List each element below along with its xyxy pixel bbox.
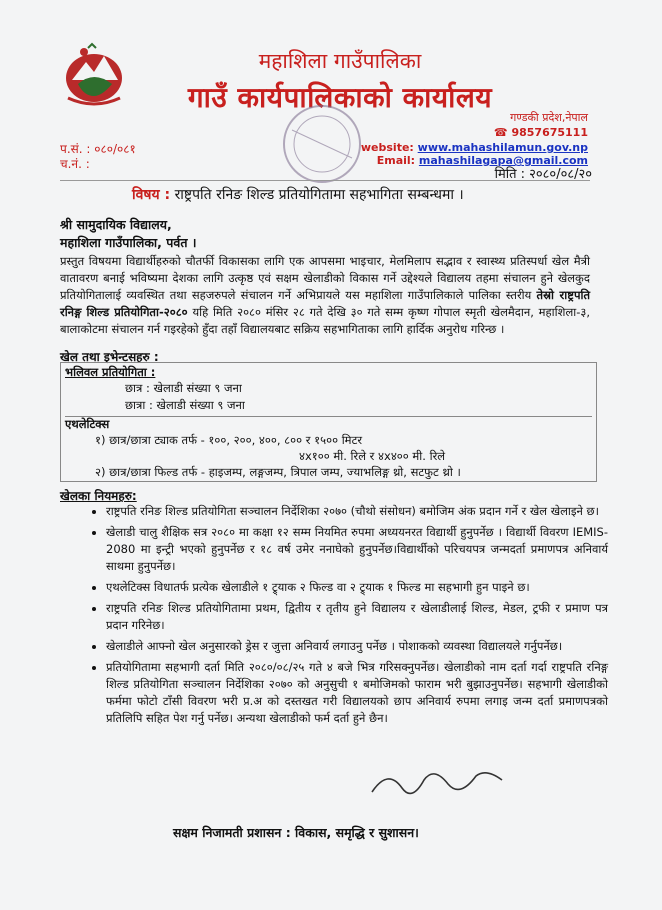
email-link[interactable]: mahashilagapa@gmail.com (418, 154, 588, 167)
rule-item: • प्रतियोगितामा सहभागी दर्ता मिति २०८०/०८/२५ गते ४ बजे भित्र गरिसक्नुपर्नेछ। खेलाडीको नाम दर्ता गर्दा राष्ट्रपति रनिङ्ग शिल्ड प्रतियोगिता सञ्चालन निर्देशिका २०७० को अनुसुची १ बमोजिमको फाराम भरी बुझाउनुपर्नेछ। सहभागी खेलाडीको फर्ममा फोटो टाँसी विवरण भरी प्र.अ को दस्तखत गरी विद्यालयको छाप अनिवार्य रुपमा लगाइ जन्म दर्ता प्रमाणपत्रको प्रतिलिपि सहित पेश गर्नु पर्नेछ। अन्यथा खेलाडीको फर्म दर्ता हुने छैन। (106, 659, 608, 727)
body-text-part1: प्रस्तुत विषयमा विद्यार्थीहरुको चौतर्फी विकासका लागि एक आपसमा भाइचार, मेलमिलाप सद्भाव र स्वास्थ्य प्रतिस्पर्धा खेल मैत्री वातावरण बनाई भविष्यमा देशका लागि उत्कृष्ठ एवं सक्षम खेलाडीको विकास गर्ने उद्देश्यले विद्यालय तहमा संचालन हुने खेलकुद प्रतियोगितालाई व्यवस्थित तथा सहजरुपले संचालन गर्ने अभिप्रायले यस महाशिला गाउँपालिकाले पालिका स्तरीय (60, 254, 590, 302)
addressee-line-1: श्री सामुदायिक विद्यालय, (60, 217, 172, 232)
events-box (60, 362, 597, 482)
phone-line (494, 126, 588, 139)
subject-label: विषय : (132, 187, 171, 203)
volleyball-girls: छात्रा : खेलाडी संख्या ९ जना (125, 398, 245, 412)
phone-icon: ☎ (493, 126, 512, 139)
website-label: website: (360, 141, 414, 154)
athletics-title: एथलेटिक्स (65, 416, 592, 432)
footer-slogan: सक्षम निजामती प्रशासन : विकास, समृद्धि र सुशासन। (173, 825, 419, 840)
rule-item: • राष्ट्रपति रनिङ शिल्ड प्रतियोगितामा प्रथम, द्वितीय र तृतीय हुने विद्यालय र खेलाडीलाई शिल्ड, मेडल, ट्रफी र प्रमाण पत्र प्रदान गरिनेछ। (106, 600, 608, 634)
dispatch-number: च.नं. : (60, 157, 90, 171)
volleyball-title: भलिवल प्रतियोगिता : (65, 365, 156, 379)
office-title: गाउँ कार्यपालिकाको कार्यालय (187, 81, 493, 114)
signature-icon (368, 762, 508, 806)
rule-item: • राष्ट्रपति रनिङ शिल्ड प्रतियोगिता सञ्चालन निर्देशिका २०७० (चौथो संसोधन) बमोजिम अंक प्रदान गर्ने र खेल खेलाइने छ। (106, 503, 608, 520)
body-paragraph (60, 253, 590, 338)
province-text: गण्डकी प्रदेश,नेपाल (510, 111, 588, 124)
addressee (60, 216, 197, 252)
athletics-relay: ४x१०० मी. रिले र ४x४०० मी. रिले (299, 449, 446, 463)
rule-item: • एथलेटिक्स विधातर्फ प्रत्येक खेलाडीले १ ट्र्याक २ फिल्ड वा २ ट्र्याक १ फिल्ड मा सहभागी हुन पाइने छ। (106, 579, 608, 596)
header-divider (60, 180, 590, 181)
volleyball-boys: छात्र : खेलाडी संख्या ९ जना (125, 381, 242, 395)
office-stamp-icon (262, 100, 382, 188)
rule-item: • खेलाडीले आफ्नो खेल अनुसारको ड्रेस र जुत्ता अनिवार्य लगाउनु पर्नेछ । पोशाकको व्यवस्था विद्यालयले गर्नुपर्नेछ। (106, 638, 608, 655)
athletics-track: १) छात्र/छात्रा ट्याक तर्फ - १००, २००, ४००, ८०० र १५०० मिटर (95, 433, 363, 447)
website-link[interactable]: www.mahashilamun.gov.np (417, 141, 588, 154)
events-heading: खेल तथा इभेन्टसहरु : (60, 350, 159, 364)
subject-line (132, 185, 464, 204)
rule-item: • खेलाडी चालु शैक्षिक सत्र २०८० मा कक्षा १२ सम्म नियमित रुपमा अध्ययनरत विद्यार्थी हुनुपर्नेछ । विद्यार्थी विवरण IEMIS-2080 मा इन्ट्री भएको हुनुपर्नेछ र १८ वर्ष उमेर ननाघेको हुनुपर्नेछ।विद्यार्थीको परिचयपत्र जन्मदर्ता प्रमाणपत्र अनिवार्य साथमा हुनुपर्नेछ। (106, 524, 608, 575)
email-label: Email: (376, 154, 416, 167)
nepal-emblem-icon (58, 40, 130, 110)
addressee-line-2: महाशिला गाउँपालिका, पर्वत । (60, 235, 197, 250)
rules-heading: खेलका नियमहरु: (60, 489, 137, 503)
municipality-name: महाशिला गाउँपालिका (258, 49, 422, 73)
website-line (361, 141, 588, 154)
subject-text: राष्ट्रपति रनिङ शिल्ड प्रतियोगितामा सहभागिता सम्बन्धमा । (174, 187, 464, 203)
letter-date: मिति : २०८०/०८/२० (494, 167, 592, 182)
body-text-part2: यहि मिति २०८० मंसिर २८ गते देखि ३० गते सम्म कृष्ण गोपाल स्मृती खेलमैदान, महाशिला-३, बालाकोटमा संचालन गर्न गइरहेको हुँदा तहाँ विद्यालयबाट सक्रिय सहभागिताका लागि हार्दिक अनुरोध गरिन्छ । (60, 305, 591, 336)
body-text-bold: तेस्रो राष्ट्रपति रनिङ्ग शिल्ड प्रतियोगिता-२०८० (60, 288, 591, 319)
rules-list (88, 503, 608, 731)
reference-number: प.सं. : ०८०/०८१ (60, 142, 136, 156)
phone-number: 9857675111 (511, 126, 588, 139)
athletics-field: २) छात्र/छात्रा फिल्ड तर्फ - हाइजम्प, लङ्गजम्प, त्रिपाल जम्प, ज्याभलिङ्ग थ्रो, सटफुट थ्रो । (95, 465, 461, 479)
